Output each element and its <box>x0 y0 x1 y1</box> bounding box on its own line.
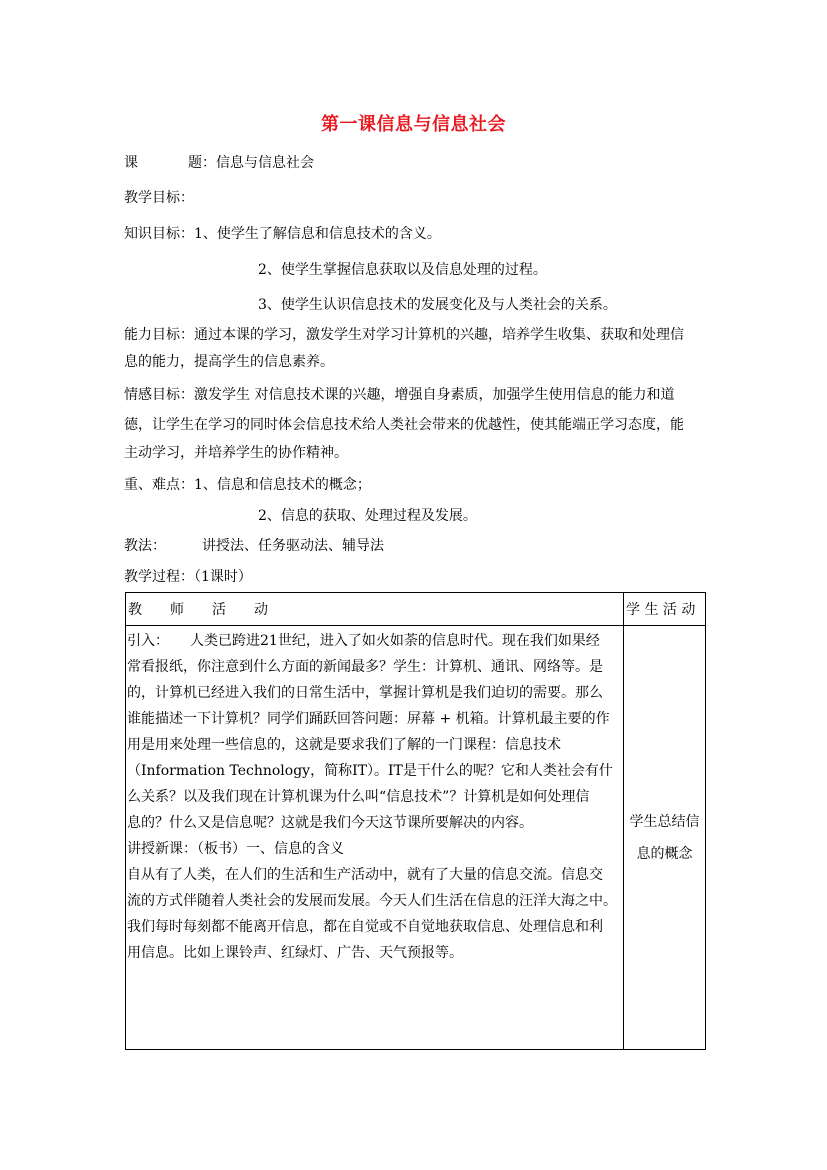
key-points-label: 重、难点： <box>124 477 194 493</box>
topic-value: 信息与信息社会 <box>216 155 314 171</box>
teacher-line: 自从有了人类，在人们的生活和生产活动中，就有了大量的信息交流。信息交 <box>127 867 603 883</box>
teacher-line: 么关系？以及我们现在计算机课为什么叫“信息技术”？计算机是如何处理信 <box>127 789 590 805</box>
methods-value: 讲授法、任务驱动法、辅导法 <box>202 538 384 554</box>
table-header-row <box>126 593 706 626</box>
teacher-line: 用是用来处理一些信息的，这就是要求我们了解的一门课程：信息技术 <box>127 737 561 753</box>
teacher-line: 我们每时每刻都不能离开信息，都在自觉或不自觉地获取信息、处理信息和利 <box>127 919 603 935</box>
emotion-line-1: 情感目标：激发学生 对信息技术课的兴趣，增强自身素质，加强学生使用信息的能力和道 <box>124 387 675 403</box>
student-activity-header <box>624 593 706 626</box>
teacher-line: （Information Technology，简称IT）。IT是干什么的呢？它和人类社会有什 <box>127 763 613 779</box>
key-point-1: 1、信息和信息技术的概念； <box>194 477 371 493</box>
emotion-line-3: 主动学习，并培养学生的协作精神。 <box>124 445 348 461</box>
ability-line-2: 息的能力，提高学生的信息素养。 <box>124 354 334 370</box>
student-activity-line-2: 息的概念 <box>636 845 693 862</box>
student-activity-header-text: 学 生 活 动 <box>626 602 696 618</box>
ability-line-1: 能力目标：通过本课的学习，激发学生对学习计算机的兴趣，培养学生收集、获取和处理信 <box>124 327 684 343</box>
student-activity-line-1: 学生总结信 <box>629 813 700 830</box>
teacher-line: 用信息。比如上课铃声、红绿灯、广告、天气预报等。 <box>127 945 463 961</box>
key-points-line <box>124 475 371 495</box>
teacher-activity-cell <box>126 626 624 1050</box>
teacher-line: 讲授新课：（板书）一、信息的含义 <box>127 841 344 857</box>
knowledge-label: 知识目标： <box>124 226 194 242</box>
knowledge-line <box>124 224 441 244</box>
teacher-line: 流的方式伴随着人类社会的发展而发展。今天人们生活在信息的汪洋大海之中。 <box>127 893 617 909</box>
teacher-line: 谁能描述一下计算机？同学们踊跃回答问题：屏幕 + 机箱。计算机最主要的作 <box>127 711 610 727</box>
key-point-2: 2、信息的获取、处理过程及发展。 <box>258 508 477 524</box>
teacher-line: 常看报纸，你注意到什么方面的新闻最多？学生：计算机、通讯、网络等。是 <box>127 659 603 675</box>
topic-label-b: 题： <box>188 155 216 171</box>
objectives-heading: 教学目标： <box>124 190 194 206</box>
teacher-line: 息的？什么又是信息呢？这就是我们今天这节课所要解决的内容。 <box>127 815 533 831</box>
emotion-line-2: 德，让学生在学习的同时体会信息技术给人类社会带来的优越性，使其能端正学习态度，能 <box>124 417 684 433</box>
page-title: 第一课信息与信息社会 <box>321 114 506 135</box>
teacher-activity-header-text: 教 师 活 动 <box>128 602 268 618</box>
table-row <box>126 626 706 1050</box>
topic-line <box>124 153 314 173</box>
teacher-activity-header <box>126 593 624 626</box>
student-activity-cell <box>624 626 706 1050</box>
lesson-table <box>125 592 706 1050</box>
methods-label: 教法： <box>124 538 166 554</box>
teacher-line: 引入： 人类已跨进21世纪，进入了如火如荼的信息时代。现在我们如果经 <box>127 633 600 649</box>
methods-line <box>124 536 384 556</box>
topic-label-a: 课 <box>124 155 138 171</box>
knowledge-item-1: 1、使学生了解信息和信息技术的含义。 <box>194 226 441 242</box>
knowledge-item-2: 2、使学生掌握信息获取以及信息处理的过程。 <box>258 262 547 278</box>
knowledge-item-3: 3、使学生认识信息技术的发展变化及与人类社会的关系。 <box>258 297 617 313</box>
process-line: 教学过程：（1课时） <box>124 569 252 585</box>
teacher-line: 的，计算机已经进入我们的日常生活中，掌握计算机是我们迫切的需要。那么 <box>127 685 603 701</box>
